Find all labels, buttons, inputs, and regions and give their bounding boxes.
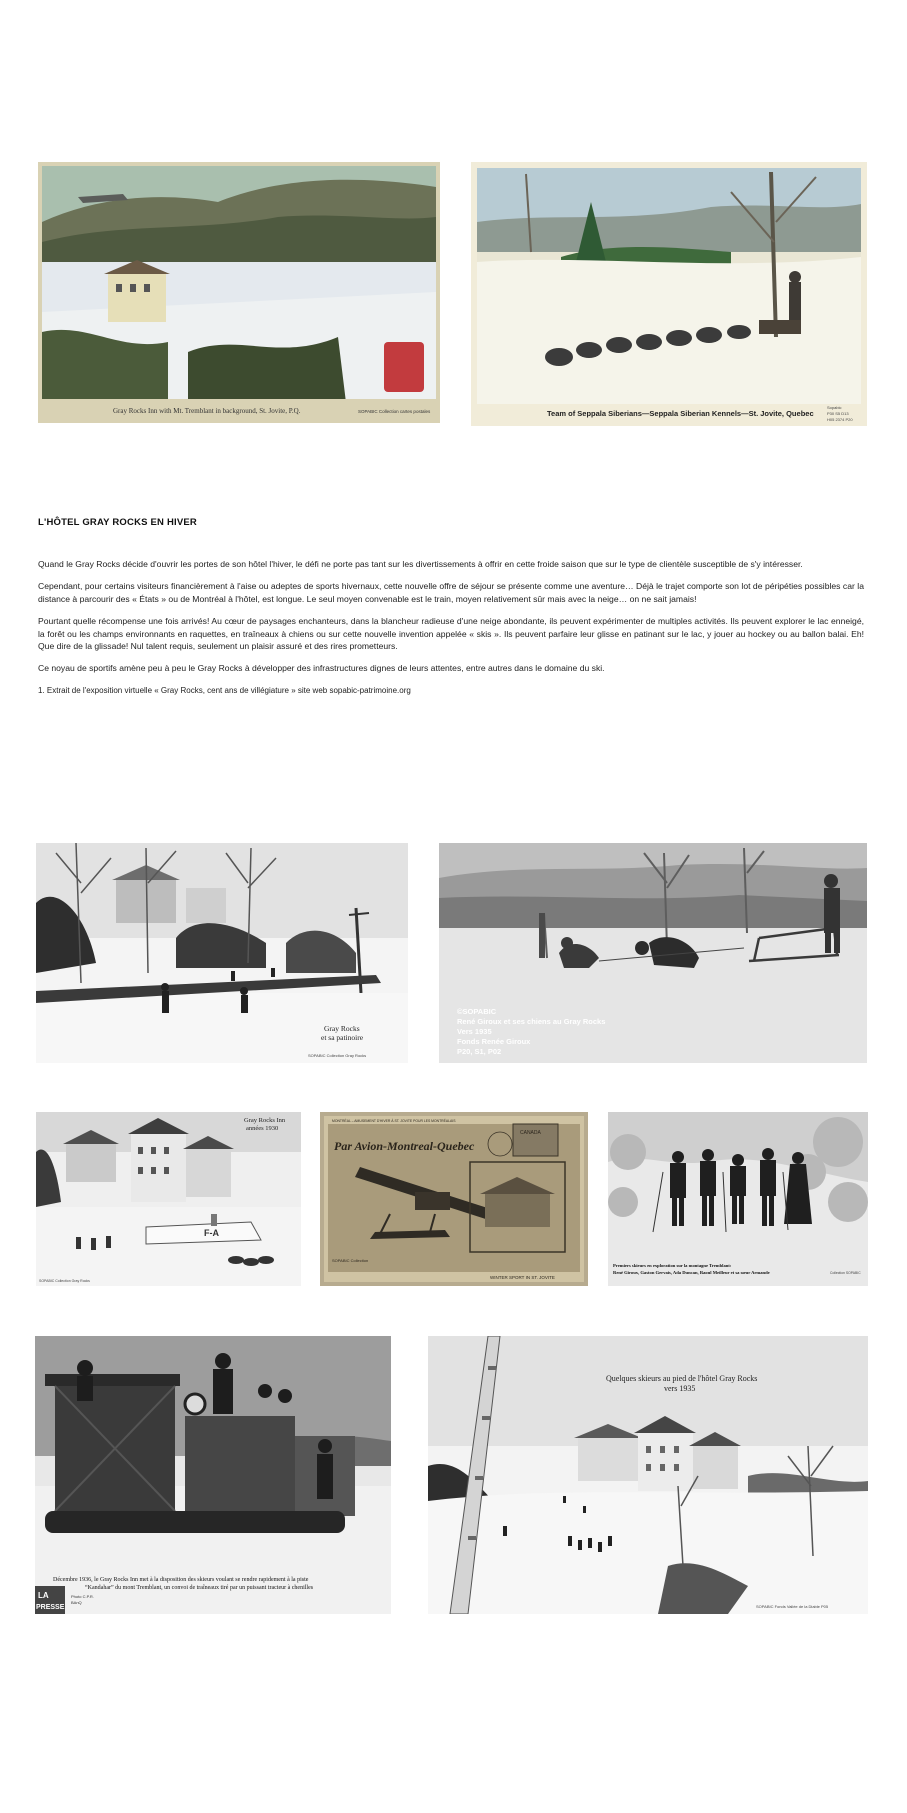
photo-rene-giroux-dogs [439, 843, 867, 1063]
photo6-header: MONTRÉAL – AMUSEMENT D'HIVER À ST. JOVITE POUR LES MONTRÉALAIS [332, 1119, 456, 1123]
photo9-credit: SOPABIC Fonds Vallée de la Diable P05 [756, 1604, 829, 1609]
photo-skiers-below-hotel [428, 1336, 868, 1614]
photo4-line2: René Giroux et ses chiens au Gray Rocks [457, 1017, 606, 1026]
article [38, 517, 864, 707]
photo4-line1: ©SOPABIC [457, 1007, 497, 1016]
photo1-caption: Gray Rocks Inn with Mt. Tremblant in background, St. Jovite, P.Q. [113, 407, 301, 415]
photo-gray-rocks-inn-1930s [36, 1112, 301, 1286]
photo7-caption-line1: Premiers skieurs en exploration sur la montagne Tremblant: [613, 1263, 732, 1268]
photo5-credit: SOPABIC Collection Gray Rocks [39, 1279, 90, 1283]
article-paragraph: Pourtant quelle récompense une fois arrivés! Au cœur de paysages enchanteurs, dans la blancheur radieuse d'une neige abondante, ils peuvent expérimenter de multiples activités. Ils peuvent explorer le lac enneigé, la forêt ou les champs environnants en raquettes, en traîneaux à chiens ou sur cette nouvelle invention appelée « skis ». Ils peuvent parfaire leur glisse en patinant sur le lac, y jouer au hockey ou au ballon balai. Eh! Que dire de la glissade! Nul talent requis, seulement un plaisir assuré et des rires prometteurs. [38, 616, 864, 652]
photo5-caption-line2: années 1930 [246, 1125, 279, 1132]
la-presse-logo-line2: PRESSE [36, 1604, 65, 1611]
photo-seppala-dog-team [471, 162, 867, 426]
photo-skating-rink [36, 843, 408, 1063]
photo3-credit: SOPABIC Collection Gray Rocks [308, 1053, 367, 1058]
photo6-bottom: WINTER SPORT IN ST. JOVITE [490, 1275, 555, 1280]
photo2-credit-a: Sopabic [827, 405, 842, 410]
article-paragraph: Cependant, pour certains visiteurs financièrement à l'aise ou adeptes de sports hivernaux, cette nouvelle offre de séjour se présente comme une aventure… Déjà le trajet comporte son lot de péripéties possibles car la distance à parcourir des « États » ou de Montréal à l'hôtel, est longue. Le seul moyen convenable est le train, moyen relativement sûr mais avec la neige… on ne sait jamais! [38, 581, 864, 604]
svg-text:F-A: F-A [204, 1228, 219, 1238]
photo4-line5: P20, S1, P02 [457, 1047, 502, 1056]
photo6-small: SOPABIC Collection [332, 1258, 369, 1263]
photo4-line4: Fonds Renée Giroux [457, 1037, 531, 1046]
photo8-credit-line1: Photo C.P.R. [71, 1594, 94, 1599]
photo6-stamp: CANADA [520, 1130, 541, 1136]
article-paragraph: Ce noyau de sportifs amène peu à peu le Gray Rocks à développer des infrastructures dignes de leurs attentes, entre autres dans le domaine du ski. [38, 663, 605, 674]
photo2-credit-c: H05 2374 P20 [827, 417, 853, 422]
photo4-line3: Vers 1935 [457, 1027, 492, 1036]
photo5-caption-line1: Gray Rocks Inn [244, 1117, 286, 1124]
photo8-caption-line1: Décembre 1936, le Gray Rocks Inn met à la disposition des skieurs voulant se rendre rapidement à la piste [53, 1577, 309, 1583]
la-presse-logo-line1: LA [38, 1591, 49, 1600]
photo3-caption-line1: Gray Rocks [324, 1024, 360, 1033]
article-title: L'HÔTEL GRAY ROCKS EN HIVER [38, 517, 197, 528]
photo1-credit: SOPABIC Collection cartes postales [358, 409, 431, 414]
photo-tractor-sled-convoy [35, 1336, 391, 1614]
photo8-credit-line2: BAnQ [71, 1600, 82, 1605]
photo-gray-rocks-inn-postcard [38, 162, 440, 423]
article-paragraph: Quand le Gray Rocks décide d'ouvrir les portes de son hôtel l'hiver, le défi ne porte pas tant sur les divertissements à offrir en cette froide saison que sur le type de clientèle susceptible de s'y intéresser. [38, 559, 803, 569]
photo-first-skiers [608, 1112, 868, 1286]
article-footnote: 1. Extrait de l'exposition virtuelle « Gray Rocks, cent ans de villégiature » site web sopabic-patrimoine.org [38, 685, 411, 695]
photo-airmail-postcard [320, 1112, 588, 1286]
photo2-caption: Team of Seppala Siberians—Seppala Siberian Kennels—St. Jovite, Quebec [547, 409, 814, 418]
photo7-caption-line2: René Giroux, Gaston Gervais, Ada Duncan, Raoul Meilleur et sa sœur Armande [613, 1270, 770, 1275]
photo3-caption-line2: et sa patinoire [321, 1033, 364, 1042]
photo6-title: Par Avion-Montreal-Quebec [334, 1139, 475, 1153]
photo9-caption-line2: vers 1935 [664, 1384, 696, 1393]
photo8-caption-line2: “Kandahar” du mont Tremblant, un convoi de traîneaux tiré par un puissant tracteur à chenilles [85, 1585, 314, 1591]
photo9-caption-line1: Quelques skieurs au pied de l'hôtel Gray Rocks [606, 1374, 758, 1383]
photo2-credit-b: P30 S5 D13 [827, 411, 849, 416]
photo7-credit: Collection SOPABIC [830, 1271, 861, 1275]
